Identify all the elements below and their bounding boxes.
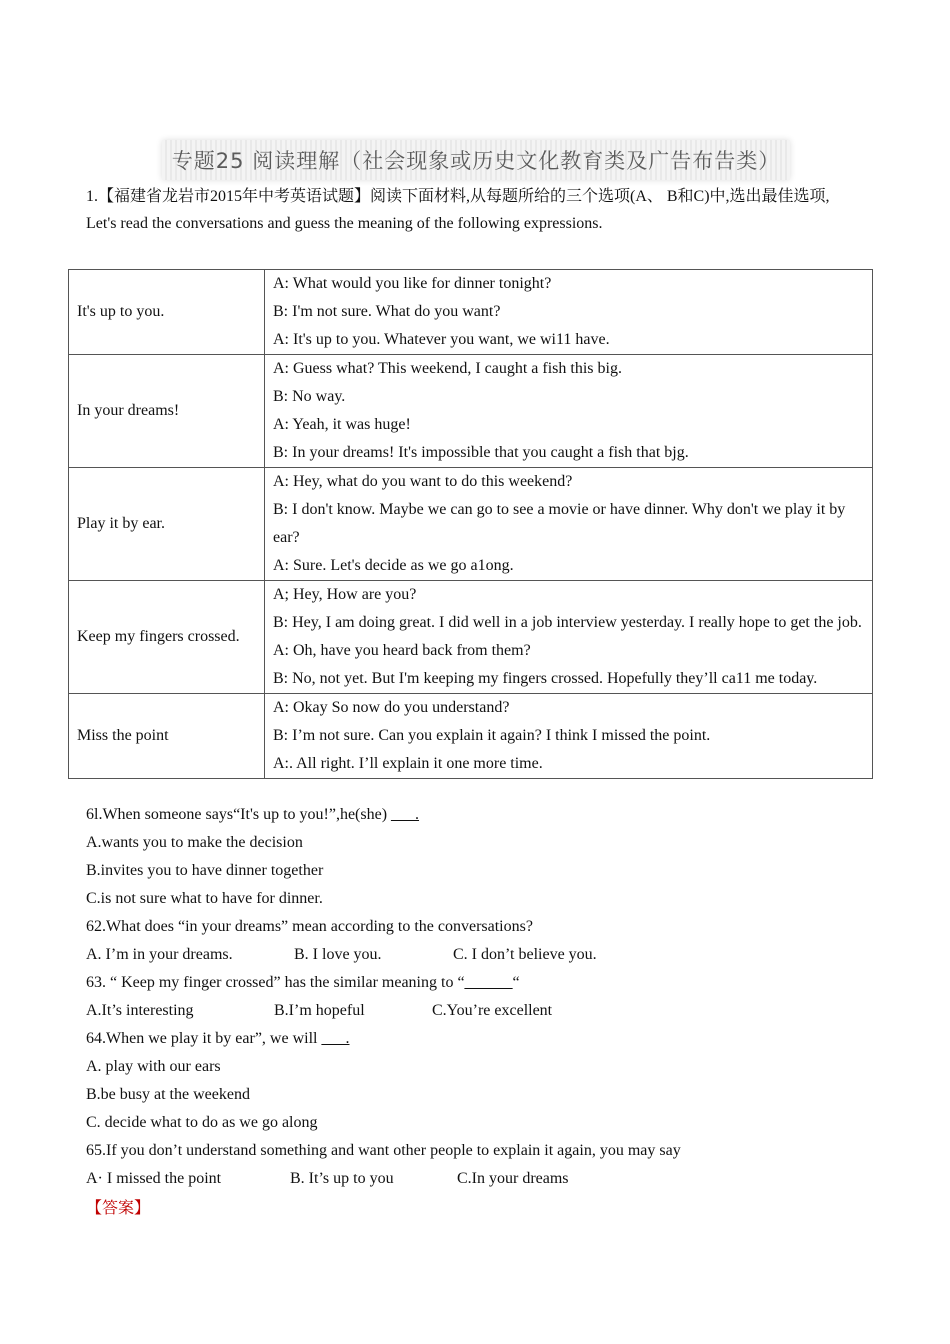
question-62-option-c: C. I don’t believe you. bbox=[453, 946, 597, 963]
dialogue-cell bbox=[265, 468, 873, 581]
question-65-option-a: A· I missed the point bbox=[86, 1170, 222, 1187]
question-62-option-b: B. I love you. bbox=[294, 946, 382, 963]
table-row bbox=[69, 270, 873, 355]
expression-cell: It's up to you. bbox=[69, 270, 265, 355]
dialogue-line: A: What would you like for dinner tonight? bbox=[273, 275, 552, 292]
answer-blank: ______ bbox=[464, 974, 513, 991]
question-62-option-a: A. I’m in your dreams. bbox=[86, 946, 233, 963]
question-65-option-b: B. It’s up to you bbox=[290, 1170, 394, 1187]
question-61-option-a: A.wants you to make the decision bbox=[86, 834, 303, 851]
expression-cell: Keep my fingers crossed. bbox=[69, 581, 265, 694]
dialogue-line: A; Hey, How are you? bbox=[273, 586, 417, 603]
question-64-option-a: A. play with our ears bbox=[86, 1058, 221, 1075]
dialogue-line: A: Sure. Let's decide as we go a1ong. bbox=[273, 557, 514, 574]
question-63-stem: 63. “ Keep my finger crossed” has the similar meaning to “______“ bbox=[86, 974, 520, 991]
dialogue-line: B: I don't know. Maybe we can go to see a movie or have dinner. Why don't we play it by ear? bbox=[273, 501, 846, 546]
question-62-stem: 62.What does “in your dreams” mean according to the conversations? bbox=[86, 918, 533, 935]
question-63-option-b: B.I’m hopeful bbox=[274, 1002, 365, 1019]
dialogue-line: B: In your dreams! It's impossible that you caught a fish that bjg. bbox=[273, 444, 689, 461]
dialogue-line: A: Yeah, it was huge! bbox=[273, 416, 411, 433]
question-61-stem: 6l.When someone says“It's up to you!”,he(she) ___. bbox=[86, 806, 420, 823]
dialogue-line: A: Okay So now do you understand? bbox=[273, 699, 510, 716]
table-row bbox=[69, 694, 873, 779]
expression-cell: Miss the point bbox=[69, 694, 265, 779]
question-64-stem: 64.When we play it by ear”, we will ___. bbox=[86, 1030, 350, 1047]
dialogue-line: B: No way. bbox=[273, 388, 346, 405]
question-64-option-c: C. decide what to do as we go along bbox=[86, 1114, 318, 1131]
question-63-option-a: A.It’s interesting bbox=[86, 1002, 194, 1019]
dialogue-cell bbox=[265, 270, 873, 355]
dialogue-line: B: No, not yet. But I'm keeping my fingers crossed. Hopefully they’ll ca11 me today. bbox=[273, 670, 818, 687]
dialogue-cell bbox=[265, 355, 873, 468]
answer-blank: ___. bbox=[391, 806, 420, 823]
dialogue-line: B: I'm not sure. What do you want? bbox=[273, 303, 501, 320]
dialogue-line: A: Guess what? This weekend, I caught a fish this big. bbox=[273, 360, 622, 377]
dialogue-cell bbox=[265, 581, 873, 694]
table-row bbox=[69, 581, 873, 694]
expression-cell: In your dreams! bbox=[69, 355, 265, 468]
dialogue-cell bbox=[265, 694, 873, 779]
page-title: 专题25 阅读理解（社会现象或历史文化教育类及广告布告类） bbox=[162, 140, 790, 180]
dialogue-line: A: Oh, have you heard back from them? bbox=[273, 642, 531, 659]
question-intro bbox=[86, 183, 866, 237]
dialogue-line: A: It's up to you. Whatever you want, we wi11 have. bbox=[273, 331, 610, 348]
question-65-option-c: C.In your dreams bbox=[457, 1170, 569, 1187]
question-63-option-c: C.You’re excellent bbox=[432, 1002, 553, 1019]
table-row bbox=[69, 468, 873, 581]
dialogue-line: A: Hey, what do you want to do this weekend? bbox=[273, 473, 573, 490]
dialogue-line: B: Hey, I am doing great. I did well in a job interview yesterday. I really hope to get the job. bbox=[273, 614, 862, 631]
expression-table bbox=[68, 269, 873, 779]
dialogue-line: B: I’m not sure. Can you explain it again? I think I missed the point. bbox=[273, 727, 711, 744]
question-61-option-b: B.invites you to have dinner together bbox=[86, 862, 324, 879]
answer-label: 【答案】 bbox=[86, 1200, 151, 1217]
table-row bbox=[69, 355, 873, 468]
answer-blank: ___. bbox=[321, 1030, 350, 1047]
dialogue-line: A:. All right. I’ll explain it one more time. bbox=[273, 755, 543, 772]
question-64-option-b: B.be busy at the weekend bbox=[86, 1086, 250, 1103]
question-source: 1.【福建省龙岩市2015年中考英语试题】阅读下面材料,从每题所给的三个选项(A、 B和C)中,选出最佳选项, bbox=[86, 188, 830, 205]
expression-cell: Play it by ear. bbox=[69, 468, 265, 581]
instruction: Let's read the conversations and guess the meaning of the following expressions. bbox=[86, 215, 603, 232]
question-61-option-c: C.is not sure what to have for dinner. bbox=[86, 890, 323, 907]
question-65-stem: 65.If you don’t understand something and want other people to explain it again, you may say bbox=[86, 1142, 681, 1159]
